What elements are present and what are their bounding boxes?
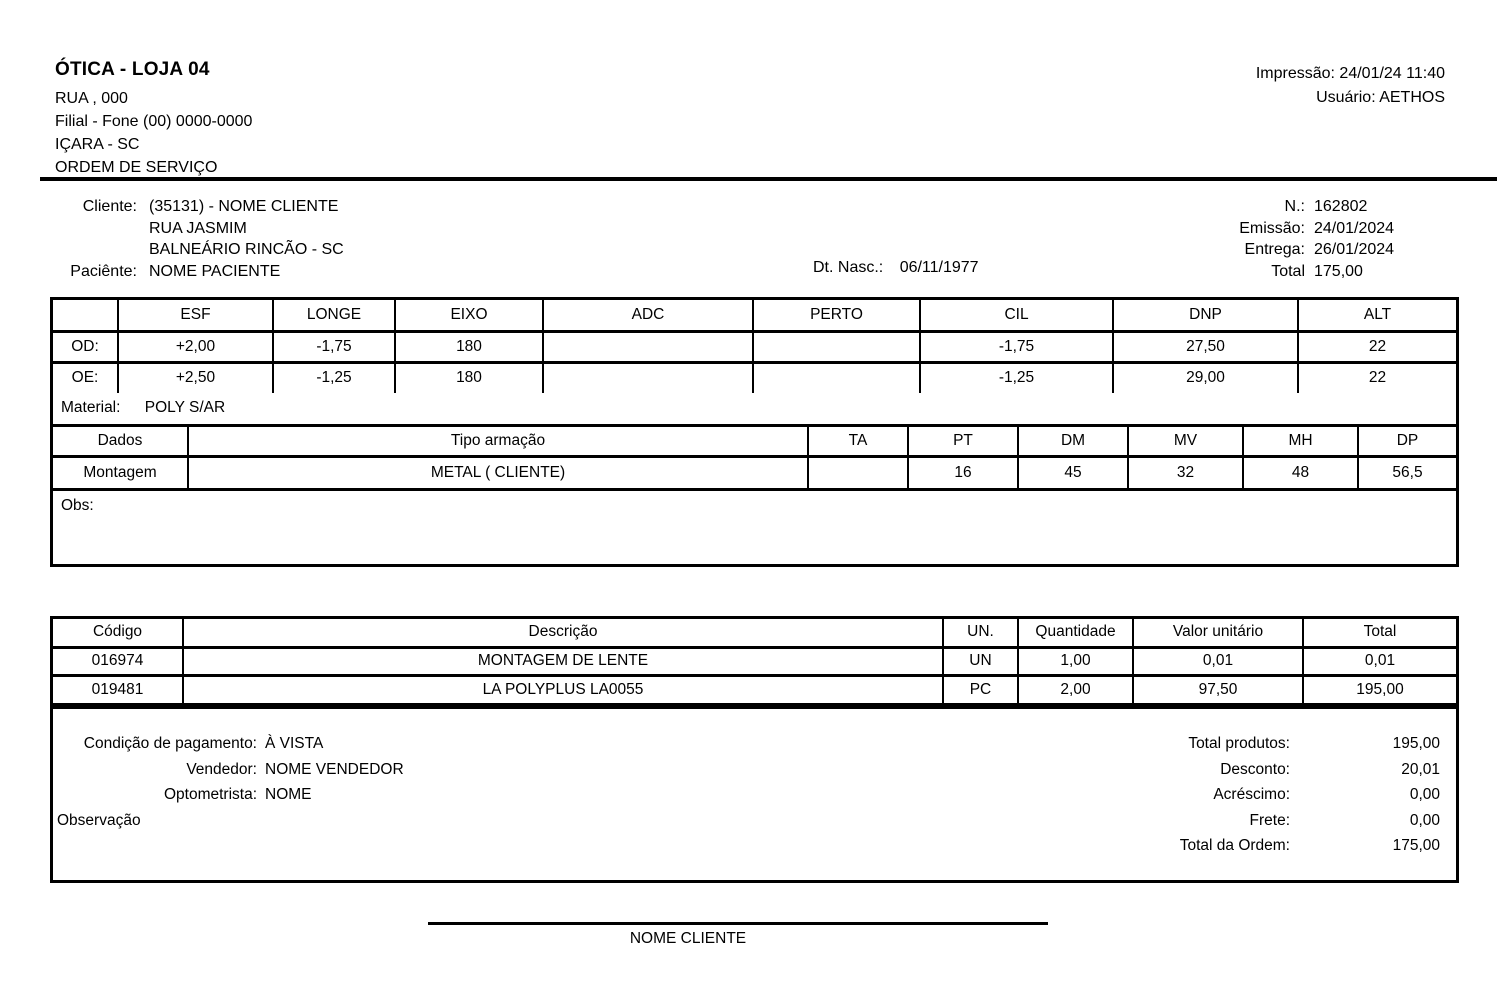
material-row [53, 393, 1456, 424]
payment-condition-value: À VISTA [265, 735, 324, 752]
product-row [53, 647, 1456, 675]
rx-oe-eixo: 180 [395, 362, 543, 393]
rx-od-longe: -1,75 [273, 331, 395, 362]
total-products-label: Total produtos: [1188, 735, 1290, 752]
obs-label: Obs: [61, 496, 94, 514]
rx-header-dnp: DNP [1113, 300, 1298, 331]
discount-label: Desconto: [1220, 760, 1290, 778]
order-issue-row [1150, 218, 1394, 240]
prescription-header-row [53, 300, 1456, 331]
client-address-line1: RUA JASMIM [149, 219, 247, 237]
rx-od-adc [543, 331, 753, 362]
client-label: Cliente: [82, 198, 137, 215]
prescription-table [53, 300, 1456, 393]
company-address-line3: IÇARA - SC [55, 136, 140, 153]
rx-od-label: OD: [53, 331, 118, 362]
freight-value: 0,00 [1409, 811, 1440, 829]
rx-oe-label: OE: [53, 362, 118, 393]
rx-header-adc: ADC [543, 300, 753, 331]
tipo-armacao-value: METAL ( CLIENTE) [188, 457, 808, 488]
document-type: ORDEM DE SERVIÇO [55, 159, 218, 176]
dp-value: 56,5 [1358, 457, 1456, 488]
total-products-row [1060, 731, 1440, 757]
prescription-row-od [53, 331, 1456, 362]
payment-details [57, 731, 404, 833]
products-header-row [53, 619, 1456, 647]
payment-totals [1060, 731, 1440, 859]
patient-label: Paciênte: [70, 262, 137, 280]
tipo-armacao-header: Tipo armação [188, 426, 808, 457]
freight-row [1060, 808, 1440, 834]
rx-header-perto: PERTO [753, 300, 920, 331]
rx-oe-cil: -1,25 [920, 362, 1113, 393]
order-total-row [1150, 261, 1394, 283]
order-grand-total-label: Total da Ordem: [1179, 837, 1290, 854]
print-timestamp [1256, 62, 1445, 86]
products-box [50, 616, 1459, 706]
payment-box [50, 706, 1459, 883]
dm-header: DM [1018, 426, 1128, 457]
birthdate-label: Dt. Nasc.: [813, 259, 884, 276]
total-header: Total [1303, 619, 1456, 647]
dp-header: DP [1358, 426, 1456, 457]
ta-header: TA [808, 426, 908, 457]
prescription-box [50, 297, 1459, 567]
surcharge-value: 0,00 [1409, 786, 1440, 803]
descricao-header: Descrição [183, 619, 943, 647]
header-divider [40, 177, 1497, 181]
rx-od-dnp: 27,50 [1113, 331, 1298, 362]
order-number-value: 162802 [1314, 198, 1368, 215]
frame-data-value-row [53, 457, 1456, 488]
order-total-label: Total [1271, 262, 1305, 280]
product-quantidade: 1,00 [1018, 647, 1133, 675]
client-address-row2 [55, 239, 344, 261]
rx-od-perto [753, 331, 920, 362]
optometrist-row [57, 782, 404, 808]
print-user-value: AETHOS [1379, 89, 1445, 106]
mv-value: 32 [1128, 457, 1243, 488]
product-total: 195,00 [1303, 675, 1456, 703]
rx-header-esf: ESF [118, 300, 273, 331]
optometrist-value: NOME [265, 786, 312, 803]
order-total-value: 175,00 [1314, 262, 1363, 280]
signature-name: NOME CLIENTE [629, 930, 747, 947]
rx-od-cil: -1,75 [920, 331, 1113, 362]
optometrist-label: Optometrista: [163, 786, 257, 803]
product-row [53, 675, 1456, 703]
rx-oe-longe: -1,25 [273, 362, 395, 393]
birthdate-value: 06/11/1977 [899, 259, 979, 276]
print-timestamp-label: Impressão: [1255, 65, 1335, 82]
rx-od-alt: 22 [1298, 331, 1456, 362]
frame-data-header-row [53, 426, 1456, 457]
rx-header-longe: LONGE [273, 300, 395, 331]
order-issue-value: 24/01/2024 [1314, 219, 1395, 237]
product-un: UN [943, 647, 1018, 675]
rx-header-cil: CIL [920, 300, 1113, 331]
order-number-row [1150, 196, 1394, 218]
print-timestamp-value: 24/01/24 11:40 [1339, 65, 1445, 82]
mh-header: MH [1243, 426, 1358, 457]
valor-unitario-header: Valor unitário [1133, 619, 1303, 647]
dm-value: 45 [1018, 457, 1128, 488]
company-header [55, 58, 252, 179]
client-info [55, 196, 344, 282]
order-delivery-row [1150, 239, 1394, 261]
payment-condition-row [57, 731, 404, 757]
product-codigo: 016974 [53, 647, 183, 675]
rx-header-blank [53, 300, 118, 331]
rx-od-eixo: 180 [395, 331, 543, 362]
observations-box [53, 488, 1456, 564]
patient-value: NOME PACIENTE [149, 262, 281, 280]
product-codigo: 019481 [53, 675, 183, 703]
montagem-label: Montagem [53, 457, 188, 488]
seller-row [57, 757, 404, 783]
order-info [1150, 196, 1394, 282]
order-number-label: N.: [1284, 198, 1305, 215]
product-quantidade: 2,00 [1018, 675, 1133, 703]
discount-value: 20,01 [1401, 760, 1440, 778]
signature-line [428, 922, 1048, 925]
order-delivery-value: 26/01/2024 [1314, 241, 1395, 258]
rx-oe-perto [753, 362, 920, 393]
surcharge-label: Acréscimo: [1213, 786, 1290, 803]
rx-od-esf: +2,00 [118, 331, 273, 362]
quantidade-header: Quantidade [1018, 619, 1133, 647]
seller-label: Vendedor: [186, 760, 257, 778]
ta-value [808, 457, 908, 488]
print-info [1256, 62, 1445, 110]
dados-header: Dados [53, 426, 188, 457]
pt-header: PT [908, 426, 1018, 457]
payment-condition-label: Condição de pagamento: [83, 735, 257, 752]
seller-value: NOME VENDEDOR [265, 760, 404, 778]
product-valor-unitario: 97,50 [1133, 675, 1303, 703]
rx-header-alt: ALT [1298, 300, 1456, 331]
mh-value: 48 [1243, 457, 1358, 488]
discount-row [1060, 757, 1440, 783]
order-grand-total-value: 175,00 [1392, 837, 1440, 854]
company-name: ÓTICA - LOJA 04 [55, 59, 210, 80]
products-table [53, 619, 1456, 703]
patient-row [55, 261, 344, 283]
order-grand-total-row [1060, 833, 1440, 859]
rx-header-eixo: EIXO [395, 300, 543, 331]
rx-oe-esf: +2,50 [118, 362, 273, 393]
freight-label: Frete: [1249, 811, 1290, 829]
client-value: (35131) - NOME CLIENTE [149, 198, 339, 215]
order-delivery-label: Entrega: [1244, 241, 1305, 258]
client-address-row1 [55, 218, 344, 240]
client-name-row [55, 196, 344, 218]
mv-header: MV [1128, 426, 1243, 457]
product-descricao: MONTAGEM DE LENTE [183, 647, 943, 675]
material-value: POLY S/AR [144, 399, 226, 416]
rx-oe-alt: 22 [1298, 362, 1456, 393]
order-issue-label: Emissão: [1239, 219, 1305, 237]
rx-oe-dnp: 29,00 [1113, 362, 1298, 393]
product-un: PC [943, 675, 1018, 703]
frame-data-table [53, 424, 1456, 488]
material-label: Material: [61, 399, 121, 416]
surcharge-row [1060, 782, 1440, 808]
print-user-label: Usuário: [1316, 89, 1376, 106]
company-address-line1: RUA , 000 [55, 90, 128, 107]
product-total: 0,01 [1303, 647, 1456, 675]
birthdate [813, 259, 979, 277]
observation-label: Observação [57, 811, 141, 829]
print-user [1256, 86, 1445, 110]
total-products-value: 195,00 [1392, 735, 1440, 752]
product-descricao: LA POLYPLUS LA0055 [183, 675, 943, 703]
pt-value: 16 [908, 457, 1018, 488]
codigo-header: Código [53, 619, 183, 647]
rx-oe-adc [543, 362, 753, 393]
client-address-line2: BALNEÁRIO RINCÃO - SC [149, 241, 344, 258]
company-address-line2: Filial - Fone (00) 0000-0000 [55, 113, 253, 130]
prescription-row-oe [53, 362, 1456, 393]
product-valor-unitario: 0,01 [1133, 647, 1303, 675]
un-header: UN. [943, 619, 1018, 647]
